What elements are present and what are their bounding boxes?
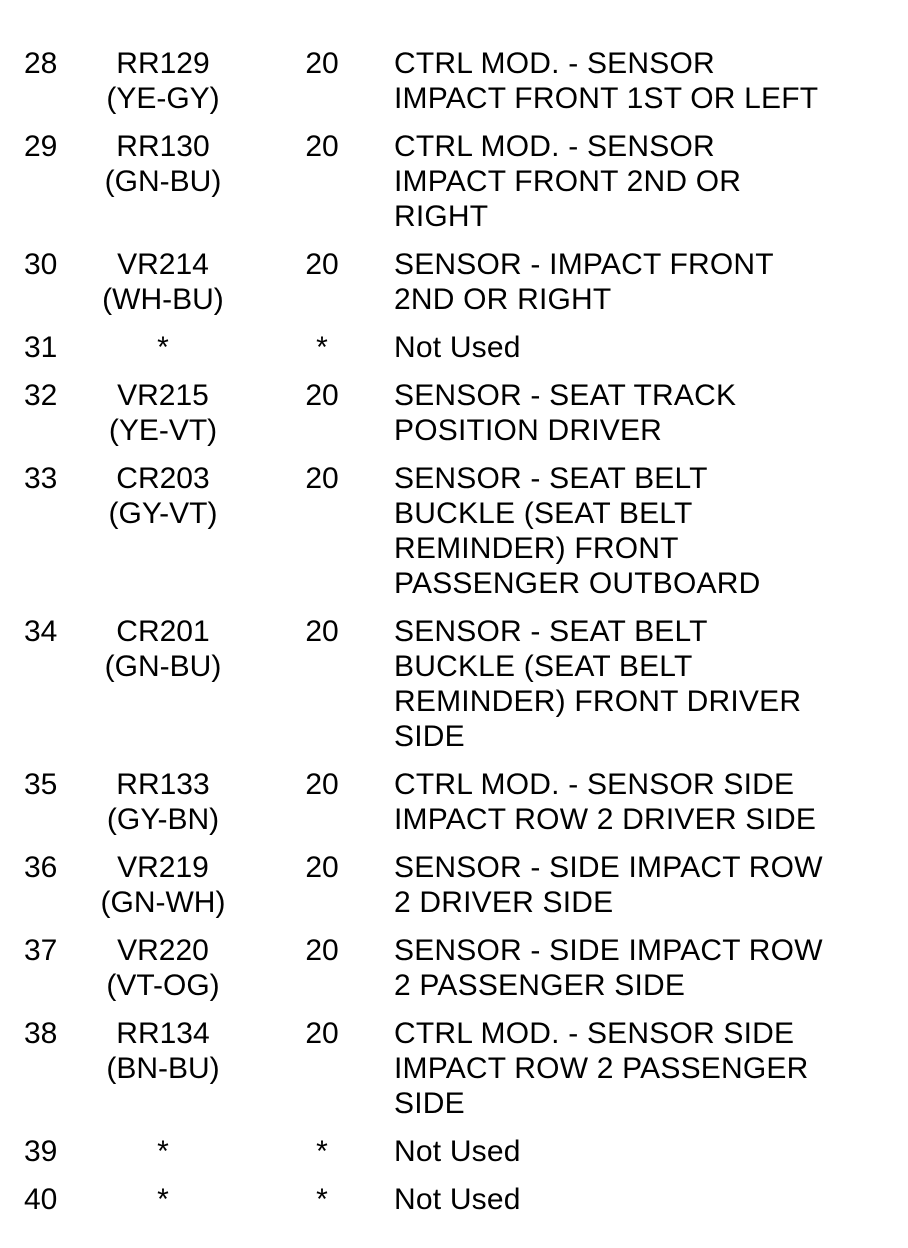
circuit-code: VR220 (VT-OG) <box>106 934 220 1002</box>
wire-gauge: 20 <box>305 768 339 801</box>
circuit-function: SENSOR - IMPACT FRONT 2ND OR RIGHT <box>394 248 774 316</box>
wire-gauge: * <box>316 1183 328 1216</box>
circuit-code: RR133 (GY-BN) <box>106 768 220 836</box>
wire-gauge: 20 <box>305 615 339 648</box>
circuit-code: * <box>157 1135 169 1168</box>
table-row <box>0 46 908 116</box>
circuit-function: CTRL MOD. - SENSOR SIDE IMPACT ROW 2 PASSENGER SIDE <box>394 1017 809 1120</box>
table-row <box>0 247 908 317</box>
table-row <box>0 614 908 754</box>
circuit-code: CR201 (GN-BU) <box>104 615 222 683</box>
circuit-code: * <box>157 331 169 364</box>
wire-gauge: * <box>316 1135 328 1168</box>
circuit-code: * <box>157 1183 169 1216</box>
table-row <box>0 129 908 234</box>
circuit-function: CTRL MOD. - SENSOR IMPACT FRONT 1ST OR LEFT <box>394 47 819 115</box>
circuit-code: RR129 (YE-GY) <box>106 47 220 115</box>
table-row <box>0 850 908 920</box>
table-row <box>0 1182 908 1217</box>
connector-pinout-table <box>0 46 908 1230</box>
circuit-function: SENSOR - SEAT BELT BUCKLE (SEAT BELT REMINDER) FRONT PASSENGER OUTBOARD <box>394 462 761 600</box>
cavity-number: 34 <box>24 615 58 648</box>
cavity-number: 31 <box>24 331 58 364</box>
wire-gauge: 20 <box>305 379 339 412</box>
circuit-function: Not Used <box>394 1135 521 1168</box>
cavity-number: 39 <box>24 1135 58 1168</box>
cavity-number: 32 <box>24 379 58 412</box>
cavity-number: 33 <box>24 462 58 495</box>
circuit-function: SENSOR - SIDE IMPACT ROW 2 PASSENGER SIDE <box>394 934 823 1002</box>
circuit-code: CR203 (GY-VT) <box>108 462 218 530</box>
table-row <box>0 461 908 601</box>
wire-gauge: * <box>316 331 328 364</box>
circuit-code: RR130 (GN-BU) <box>104 130 222 198</box>
wire-gauge: 20 <box>305 462 339 495</box>
table-row <box>0 767 908 837</box>
wire-gauge: 20 <box>305 851 339 884</box>
cavity-number: 40 <box>24 1183 58 1216</box>
circuit-code: VR214 (WH-BU) <box>102 248 224 316</box>
cavity-number: 38 <box>24 1017 58 1050</box>
wire-gauge: 20 <box>305 248 339 281</box>
circuit-function: CTRL MOD. - SENSOR IMPACT FRONT 2ND OR RIGHT <box>394 130 742 233</box>
circuit-code: VR215 (YE-VT) <box>108 379 218 447</box>
cavity-number: 30 <box>24 248 58 281</box>
table-row <box>0 1134 908 1169</box>
wire-gauge: 20 <box>305 47 339 80</box>
table-row <box>0 378 908 448</box>
circuit-function: CTRL MOD. - SENSOR SIDE IMPACT ROW 2 DRIVER SIDE <box>394 768 817 836</box>
cavity-number: 37 <box>24 934 58 967</box>
circuit-code: RR134 (BN-BU) <box>106 1017 220 1085</box>
cavity-number: 28 <box>24 47 58 80</box>
cavity-number: 29 <box>24 130 58 163</box>
circuit-function: Not Used <box>394 331 521 364</box>
table-row <box>0 330 908 365</box>
circuit-function: Not Used <box>394 1183 521 1216</box>
table-row <box>0 1016 908 1121</box>
table-row <box>0 933 908 1003</box>
circuit-function: SENSOR - SEAT BELT BUCKLE (SEAT BELT REMINDER) FRONT DRIVER SIDE <box>394 615 802 753</box>
circuit-function: SENSOR - SEAT TRACK POSITION DRIVER <box>394 379 737 447</box>
wire-gauge: 20 <box>305 1017 339 1050</box>
wire-gauge: 20 <box>305 934 339 967</box>
circuit-code: VR219 (GN-WH) <box>100 851 226 919</box>
wire-gauge: 20 <box>305 130 339 163</box>
cavity-number: 36 <box>24 851 58 884</box>
cavity-number: 35 <box>24 768 58 801</box>
circuit-function: SENSOR - SIDE IMPACT ROW 2 DRIVER SIDE <box>394 851 823 919</box>
